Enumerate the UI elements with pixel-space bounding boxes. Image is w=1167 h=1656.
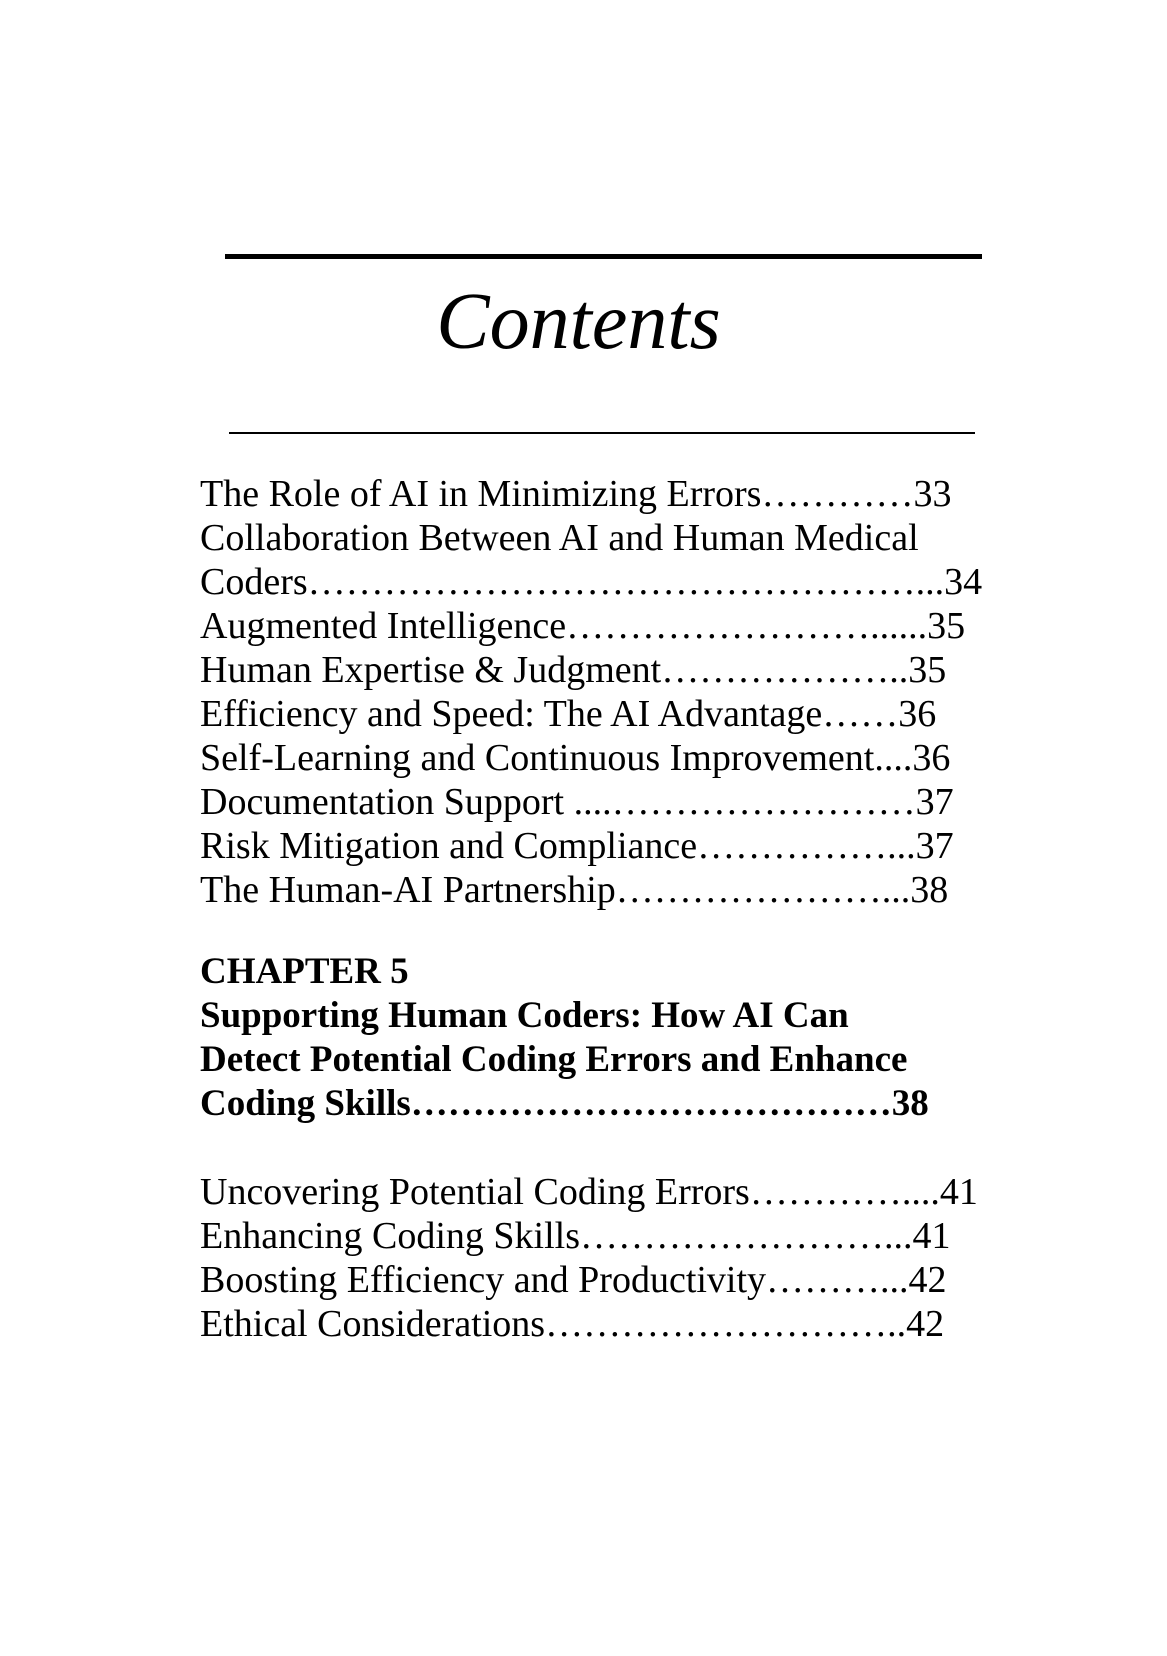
- toc-entry[interactable]: Risk Mitigation and Compliance……………...37: [200, 825, 954, 867]
- title-underline-rule: [229, 432, 975, 434]
- toc-entry[interactable]: The Human-AI Partnership…………………...38: [200, 869, 949, 911]
- top-rule: [225, 254, 982, 259]
- chapter-title-line[interactable]: Supporting Human Coders: How AI Can: [200, 995, 849, 1036]
- toc-entry[interactable]: Enhancing Coding Skills……………………...41: [200, 1215, 951, 1257]
- toc-entry[interactable]: Human Expertise & Judgment………………..35: [200, 649, 947, 691]
- toc-entry[interactable]: Self-Learning and Continuous Improvement....36: [200, 737, 951, 779]
- chapter-title-line[interactable]: Coding Skills…………………………………38: [200, 1083, 929, 1124]
- chapter-label: CHAPTER 5: [200, 951, 409, 992]
- toc-entry[interactable]: Collaboration Between AI and Human Medical: [200, 517, 919, 559]
- toc-entry[interactable]: Efficiency and Speed: The AI Advantage……36: [200, 693, 937, 735]
- toc-entry[interactable]: The Role of AI in Minimizing Errors…………33: [200, 473, 952, 515]
- toc-entry[interactable]: Uncovering Potential Coding Errors…………....41: [200, 1171, 978, 1213]
- toc-entry[interactable]: Documentation Support ....……………………37: [200, 781, 954, 823]
- toc-entry[interactable]: Boosting Efficiency and Productivity………...42: [200, 1259, 947, 1301]
- toc-entry[interactable]: Augmented Intelligence……………………......35: [200, 605, 966, 647]
- toc-entry[interactable]: Ethical Considerations………………………..42: [200, 1303, 945, 1345]
- toc-entry[interactable]: Coders…………………………………………...34: [200, 561, 983, 603]
- page-title: Contents: [436, 278, 721, 366]
- chapter-title-line[interactable]: Detect Potential Coding Errors and Enhance: [200, 1039, 908, 1080]
